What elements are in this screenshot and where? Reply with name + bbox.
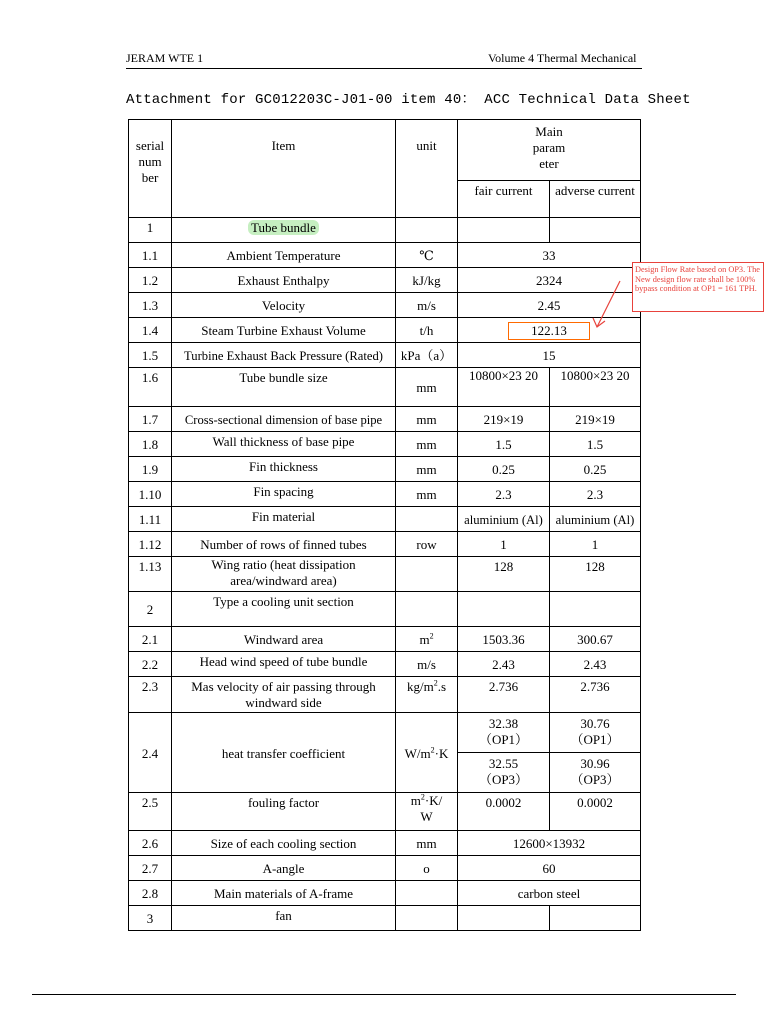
unit-tail: .s [437,679,447,694]
item-cell: Fin spacing [172,482,396,507]
unit-superscript: 2 [420,792,425,802]
serial-cell: 1 [129,218,172,243]
adverse-cell: 219×19 [550,407,641,432]
unit-cell: o [396,856,458,881]
serial-cell: 2.1 [129,627,172,652]
fair-cell: 1 [458,532,550,557]
col-fair: fair current [458,181,550,218]
serial-cell: 1.3 [129,293,172,318]
item-cell: Size of each cooling section [172,831,396,856]
page-title: Attachment for GC012203C-J01-00 item 40： ACC Technical Data Sheet [126,92,691,108]
adverse-cell: 2.43 [550,652,641,677]
annotation-comment[interactable]: Design Flow Rate based on OP3. The New design flow rate shall be 100% bypass condition at OP1 = 161 TPH. [632,262,764,312]
unit-superscript: 2 [430,745,435,755]
item-cell: Fin material [172,507,396,532]
item-cell: Exhaust Enthalpy [172,268,396,293]
adverse-cell: 0.25 [550,457,641,482]
unit-cell: m/s [396,293,458,318]
adverse-cell: aluminium (Al) [550,507,641,532]
col-adverse: adverse current [550,181,641,218]
serial-cell: 3 [129,906,172,931]
col-main: Main param eter [458,120,641,181]
unit-text: W/m [404,745,431,761]
unit-text: m [419,632,430,647]
header-right: Volume 4 Thermal Mechanical [488,51,637,65]
unit-cell: t/h [396,318,458,343]
fair-cell: 1503.36 [458,627,550,652]
item-cell: A-angle [172,856,396,881]
fair-cell: 0.25 [458,457,550,482]
adverse-cell: 10800×23 20 [550,368,641,407]
unit-tail: ·K/ W [420,793,443,824]
serial-cell: 1.8 [129,432,172,457]
item-cell: heat transfer coefficient [172,713,396,793]
item-cell: Windward area [172,627,396,652]
item-cell: Fin thickness [172,457,396,482]
unit-cell: mm [396,482,458,507]
value-cell: 33 [458,243,641,268]
fair-cell: 128 [458,557,550,592]
unit-cell: mm [396,432,458,457]
value-cell: 2324 [458,268,641,293]
fair-cell: 32.38 （OP1） [458,713,550,753]
unit-cell: row [396,532,458,557]
adverse-cell: 128 [550,557,641,592]
serial-cell: 1.13 [129,557,172,592]
serial-cell: 2.6 [129,831,172,856]
serial-cell: 1.2 [129,268,172,293]
unit-cell: kJ/kg [396,268,458,293]
col-unit: unit [396,120,458,218]
item-cell: Ambient Temperature [172,243,396,268]
value-cell: 15 [458,343,641,368]
fair-cell: 2.43 [458,652,550,677]
serial-cell: 1.6 [129,368,172,407]
serial-cell: 1.9 [129,457,172,482]
item-cell: fan [172,906,396,931]
unit-text: m [410,793,421,808]
unit-cell: ℃ [396,243,458,268]
adverse-cell: 30.76 （OP1） [550,713,641,753]
adverse-cell: 30.96 （OP3） [550,753,641,793]
unit-cell: mm [396,368,458,407]
serial-cell: 2.4 [129,713,172,793]
col-item: Item [172,120,396,218]
fair-cell: 1.5 [458,432,550,457]
item-cell: Tube bundle size [172,368,396,407]
unit-tail: ·K [434,745,449,761]
serial-cell: 2.2 [129,652,172,677]
item-cell: Velocity [172,293,396,318]
item-cell: Wing ratio (heat dissipation area/windward area) [172,557,396,592]
item-cell: Head wind speed of tube bundle [172,652,396,677]
adverse-cell: 2.736 [550,677,641,713]
boxed-value: 122.13 [508,322,590,340]
serial-cell: 1.10 [129,482,172,507]
item-cell: Cross-sectional dimension of base pipe [172,407,396,432]
unit-cell: m/s [396,652,458,677]
fair-cell: 2.736 [458,677,550,713]
fair-cell: 10800×23 20 [458,368,550,407]
value-cell: carbon steel [458,881,641,906]
unit-cell: mm [396,457,458,482]
serial-cell: 2 [129,592,172,627]
serial-cell: 1.12 [129,532,172,557]
fair-cell: aluminium (Al) [458,507,550,532]
footer-divider [32,994,736,995]
serial-cell: 2.3 [129,677,172,713]
item-cell: Wall thickness of base pipe [172,432,396,457]
adverse-cell: 300.67 [550,627,641,652]
adverse-cell: 1.5 [550,432,641,457]
highlighted-text: Tube bundle [248,220,319,235]
serial-cell: 2.8 [129,881,172,906]
unit-cell: mm [396,407,458,432]
serial-cell: 1.1 [129,243,172,268]
serial-cell: 1.7 [129,407,172,432]
item-cell: Main materials of A-frame [172,881,396,906]
serial-cell: 1.11 [129,507,172,532]
serial-cell: 1.5 [129,343,172,368]
item-cell: Type a cooling unit section [172,592,396,627]
unit-superscript: 2 [433,678,438,688]
fair-cell: 2.3 [458,482,550,507]
item-cell: Turbine Exhaust Back Pressure (Rated) [172,343,396,368]
item-cell: Steam Turbine Exhaust Volume [172,318,396,343]
col-serial: serial num ber [129,120,172,218]
serial-cell: 2.5 [129,793,172,831]
fair-cell: 219×19 [458,407,550,432]
unit-text: kg/m [406,679,434,694]
adverse-cell: 2.3 [550,482,641,507]
adverse-cell: 1 [550,532,641,557]
unit-cell: mm [396,831,458,856]
fair-cell: 0.0002 [458,793,550,831]
header-left: JERAM WTE 1 [126,51,204,65]
adverse-cell: 0.0002 [550,793,641,831]
unit-cell: kPa（a） [396,343,458,368]
value-cell: 60 [458,856,641,881]
fair-cell: 32.55 （OP3） [458,753,550,793]
value-cell: 2.45 [458,293,641,318]
item-cell: Mas velocity of air passing through windward side [172,677,396,713]
serial-cell: 2.7 [129,856,172,881]
item-cell: Number of rows of finned tubes [172,532,396,557]
item-cell: fouling factor [172,793,396,831]
unit-superscript: 2 [429,631,434,641]
value-cell: 12600×13932 [458,831,641,856]
serial-cell: 1.4 [129,318,172,343]
